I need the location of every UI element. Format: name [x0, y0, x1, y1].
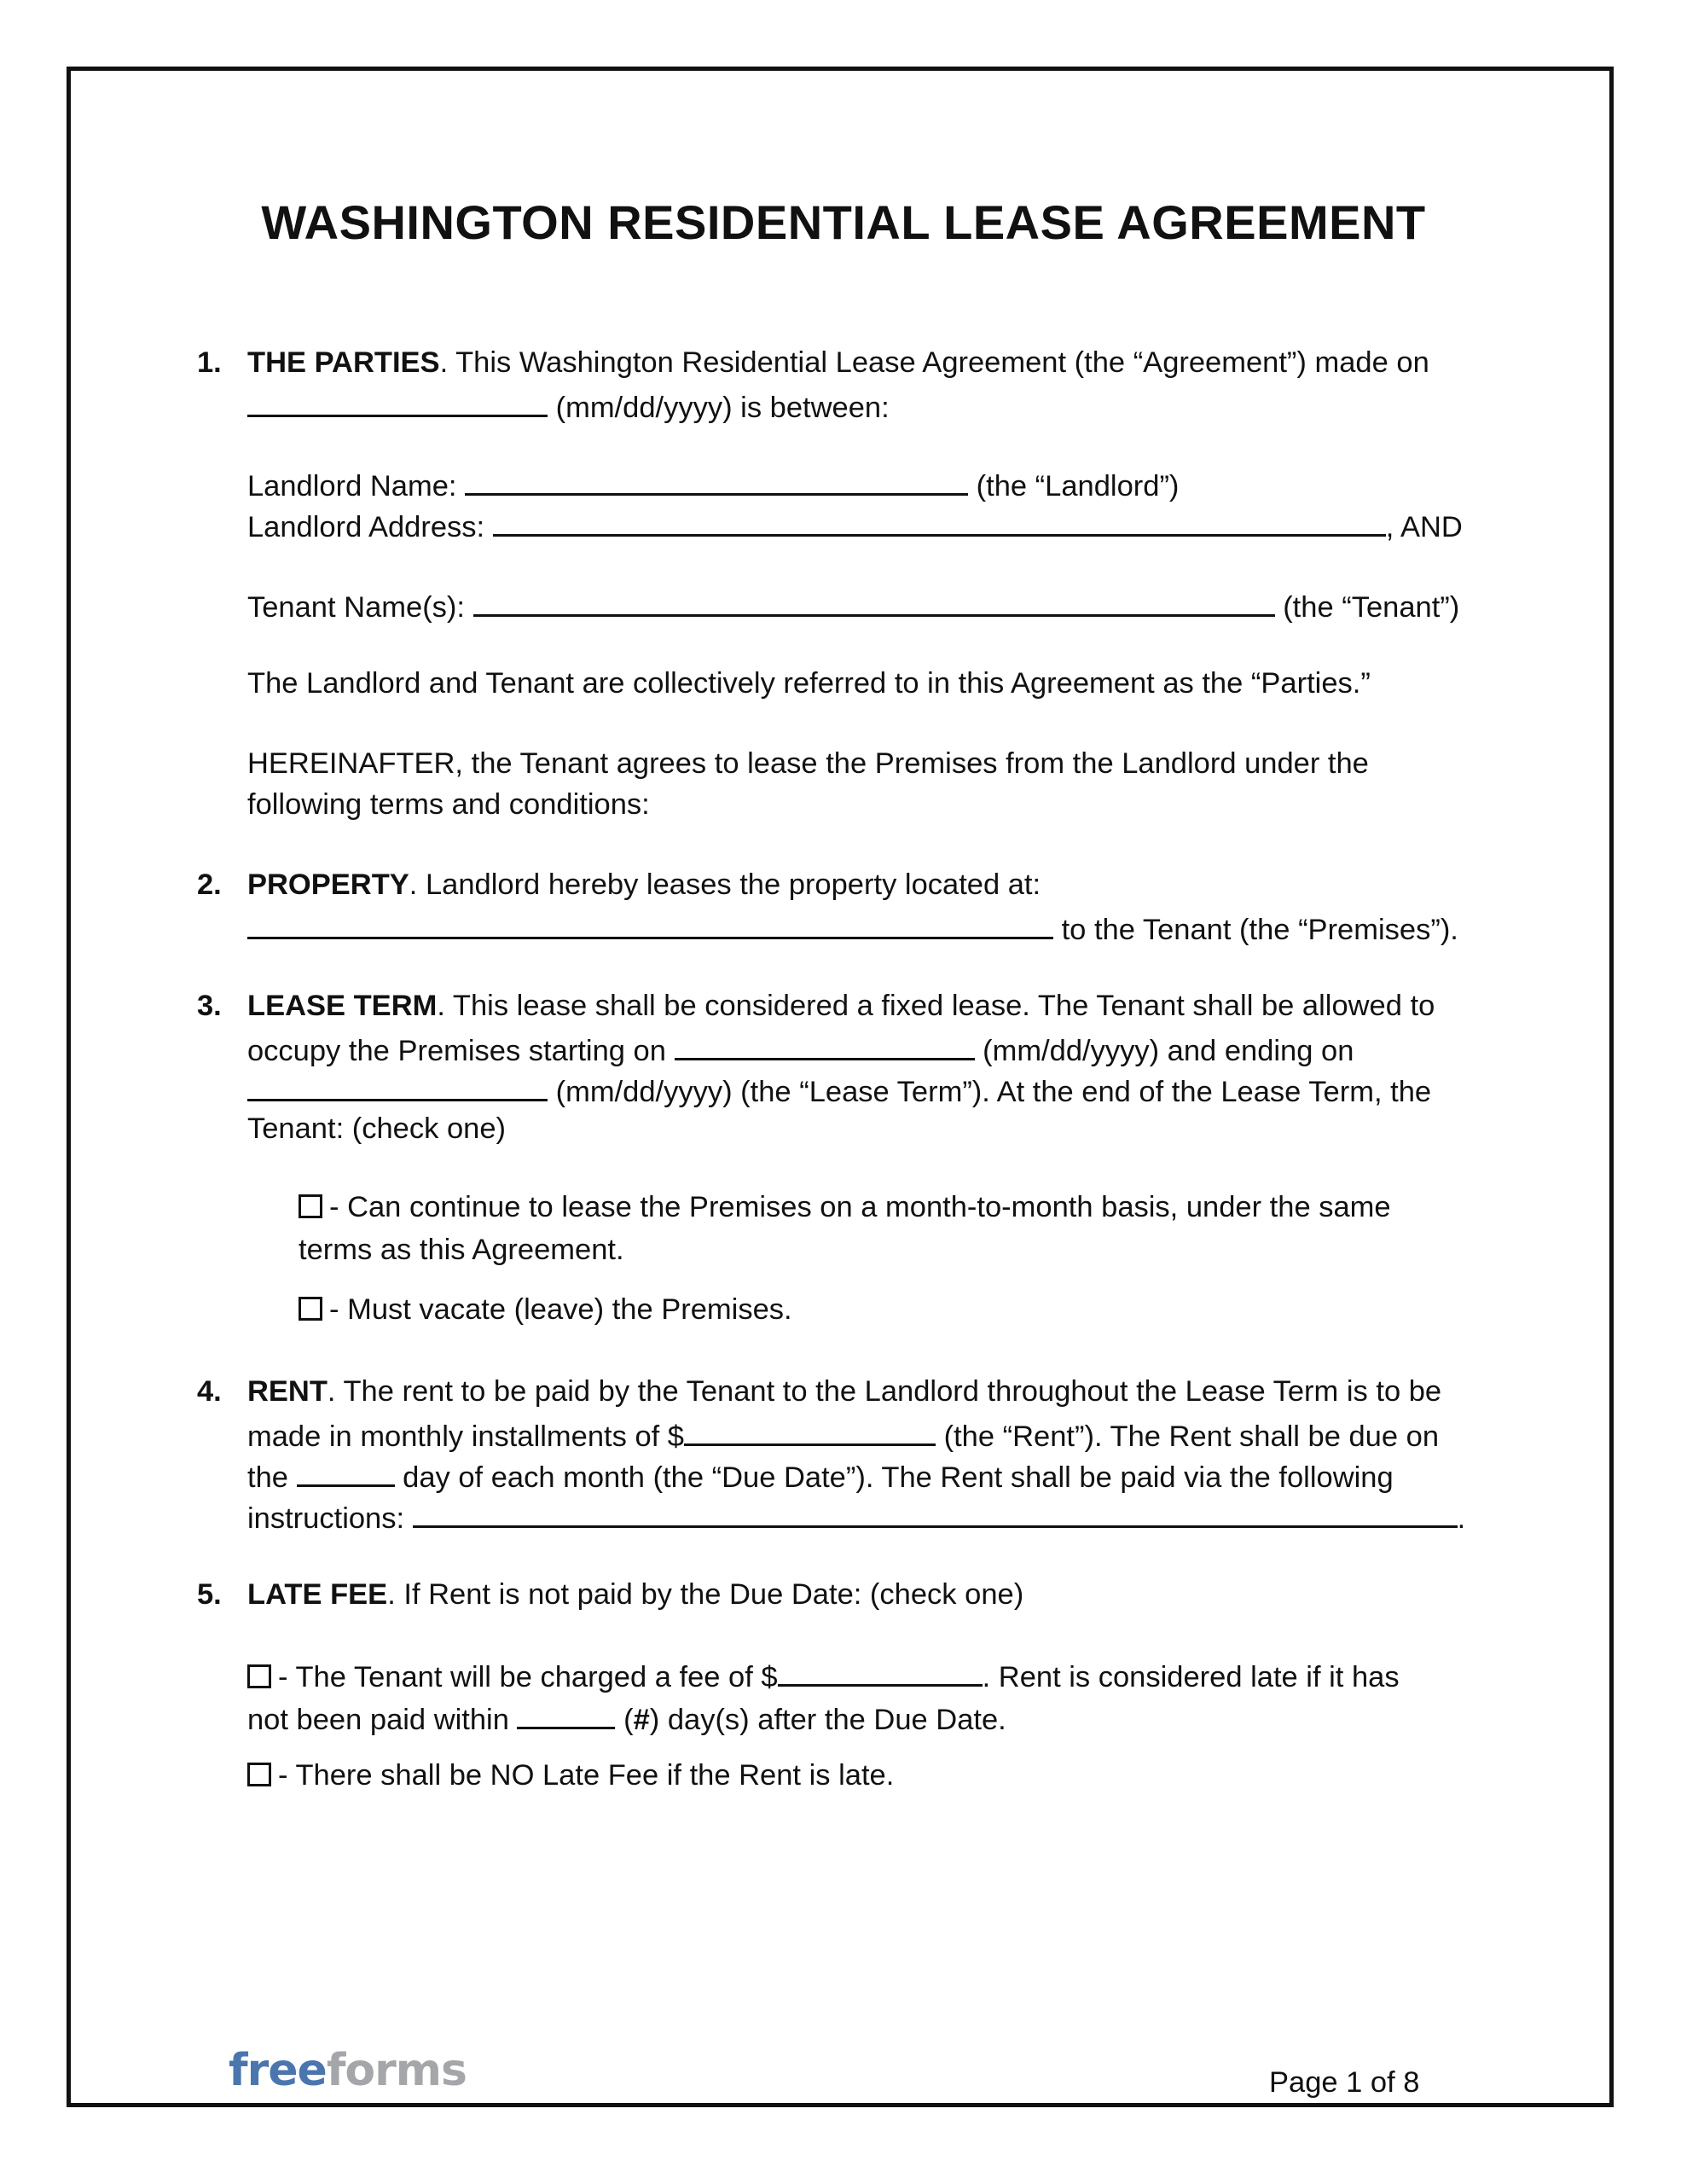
- rent-amount-label: made in monthly installments of $: [247, 1420, 684, 1453]
- late-fee-days-label: not been paid within: [247, 1704, 518, 1736]
- section-4-heading: RENT: [247, 1375, 328, 1408]
- lease-end-date-field[interactable]: [247, 1073, 548, 1101]
- section-3-end-label: (mm/dd/yyyy) and ending on: [974, 1035, 1354, 1067]
- section-4-line-2: [247, 1418, 1439, 1452]
- section-2-line-1: [247, 870, 1041, 900]
- document-title: WASHINGTON RESIDENTIAL LEASE AGREEMENT: [261, 195, 1426, 249]
- logo-free-text: free: [229, 2045, 327, 2096]
- landlord-address-label: Landlord Address:: [247, 511, 493, 543]
- no-late-fee-label: - There shall be NO Late Fee if the Rent is late.: [278, 1759, 895, 1792]
- section-4-text: . The rent to be paid by the Tenant to the Landlord throughout the Lease Term is to be: [327, 1375, 1442, 1408]
- month-to-month-checkbox[interactable]: [299, 1194, 322, 1218]
- section-1-line-2: [247, 389, 890, 423]
- section-3-line-1: [247, 991, 1435, 1021]
- hereinafter-line-1: HEREINAFTER, the Tenant agrees to lease the Premises from the Landlord under the: [247, 747, 1369, 780]
- section-1-line-1: [247, 348, 1429, 378]
- payment-instructions-field[interactable]: [413, 1500, 1458, 1528]
- due-date-text: day of each month (the “Due Date”). The Rent shall be paid via the following: [394, 1461, 1394, 1494]
- late-fee-paren-open: (: [615, 1704, 634, 1736]
- page-number: Page 1 of 8: [1269, 2066, 1420, 2099]
- late-fee-option-none: [247, 1761, 894, 1791]
- section-4-number: 4.: [197, 1375, 222, 1408]
- payment-instructions-label: instructions:: [247, 1502, 413, 1535]
- late-fee-days-field[interactable]: [517, 1701, 615, 1729]
- landlord-address-row: [247, 508, 1463, 543]
- section-4-line-4: [247, 1500, 1465, 1534]
- late-fee-amount-label: - The Tenant will be charged a fee of $: [278, 1661, 778, 1693]
- landlord-name-label: Landlord Name:: [247, 470, 466, 502]
- tenant-name-label: Tenant Name(s):: [247, 591, 473, 624]
- landlord-address-field[interactable]: [493, 508, 1386, 537]
- lease-option-vacate: [299, 1295, 792, 1325]
- late-fee-option-charge: [247, 1658, 1400, 1693]
- rent-amount-field[interactable]: [684, 1418, 936, 1446]
- lease-option-month-to-month: [299, 1193, 1391, 1223]
- late-fee-option-charge-cont: [247, 1701, 1006, 1735]
- vacate-checkbox[interactable]: [299, 1297, 322, 1321]
- section-1-date-text: (mm/dd/yyyy) is between:: [548, 392, 890, 424]
- due-day-field[interactable]: [297, 1459, 395, 1487]
- due-day-label: the: [247, 1461, 297, 1494]
- section-1-text: . This Washington Residential Lease Agreement (the “Agreement”) made on: [439, 346, 1429, 379]
- section-4-line-3: [247, 1459, 1394, 1493]
- payment-instructions-period: .: [1457, 1502, 1466, 1535]
- agreement-date-field[interactable]: [247, 389, 548, 417]
- section-3-start-label: occupy the Premises starting on: [247, 1035, 675, 1067]
- section-1-number: 1.: [197, 346, 222, 379]
- parties-paragraph: The Landlord and Tenant are collectively referred to in this Agreement as the “Parties.”: [247, 667, 1371, 700]
- no-late-fee-checkbox[interactable]: [247, 1763, 271, 1786]
- vacate-label: - Must vacate (leave) the Premises.: [329, 1293, 792, 1326]
- late-fee-amount-field[interactable]: [778, 1658, 983, 1687]
- section-5-text: . If Rent is not paid by the Due Date: (check one): [387, 1578, 1024, 1611]
- section-3-line-2: [247, 1032, 1354, 1066]
- tenant-name-field[interactable]: [473, 589, 1275, 617]
- late-fee-hash: #: [633, 1704, 650, 1736]
- hereinafter-line-2: following terms and conditions:: [247, 788, 650, 821]
- section-3-heading: LEASE TERM: [247, 990, 438, 1022]
- lease-option-month-to-month-cont: terms as this Agreement.: [299, 1234, 624, 1266]
- section-5-heading: LATE FEE: [247, 1578, 388, 1611]
- lease-start-date-field[interactable]: [675, 1032, 975, 1060]
- section-2-premises-text: to the Tenant (the “Premises”).: [1053, 914, 1458, 946]
- section-3-line-4: Tenant: (check one): [247, 1112, 507, 1145]
- landlord-address-suffix: , AND: [1385, 511, 1463, 543]
- late-fee-days-text: ) day(s) after the Due Date.: [649, 1704, 1006, 1736]
- section-3-text: . This lease shall be considered a fixed lease. The Tenant shall be allowed to: [437, 990, 1435, 1022]
- section-2-number: 2.: [197, 868, 222, 901]
- landlord-name-field[interactable]: [465, 468, 968, 496]
- section-3-lease-term-text: (mm/dd/yyyy) (the “Lease Term”). At the end of the Lease Term, the: [548, 1076, 1432, 1108]
- section-3-line-3: [247, 1073, 1431, 1107]
- section-2-heading: PROPERTY: [247, 868, 409, 901]
- landlord-name-suffix: (the “Landlord”): [968, 470, 1180, 502]
- tenant-name-row: [247, 589, 1459, 623]
- section-1-heading: THE PARTIES: [247, 346, 440, 379]
- tenant-name-suffix: (the “Tenant”): [1274, 591, 1460, 624]
- property-address-field[interactable]: [247, 911, 1053, 939]
- section-3-number: 3.: [197, 990, 222, 1022]
- rent-due-text: (the “Rent”). The Rent shall be due on: [936, 1420, 1440, 1453]
- section-5-number: 5.: [197, 1578, 222, 1611]
- late-fee-charge-checkbox[interactable]: [247, 1664, 271, 1688]
- section-2-text: . Landlord hereby leases the property located at:: [409, 868, 1041, 901]
- month-to-month-label: - Can continue to lease the Premises on a month-to-month basis, under the same: [329, 1191, 1391, 1223]
- section-5-line-1: [247, 1580, 1023, 1610]
- freeforms-logo: [229, 2045, 467, 2096]
- section-4-line-1: [247, 1377, 1441, 1407]
- late-fee-consider-text: . Rent is considered late if it has: [982, 1661, 1400, 1693]
- section-2-line-2: [247, 911, 1458, 945]
- landlord-name-row: [247, 468, 1179, 502]
- logo-forms-text: forms: [326, 2045, 467, 2096]
